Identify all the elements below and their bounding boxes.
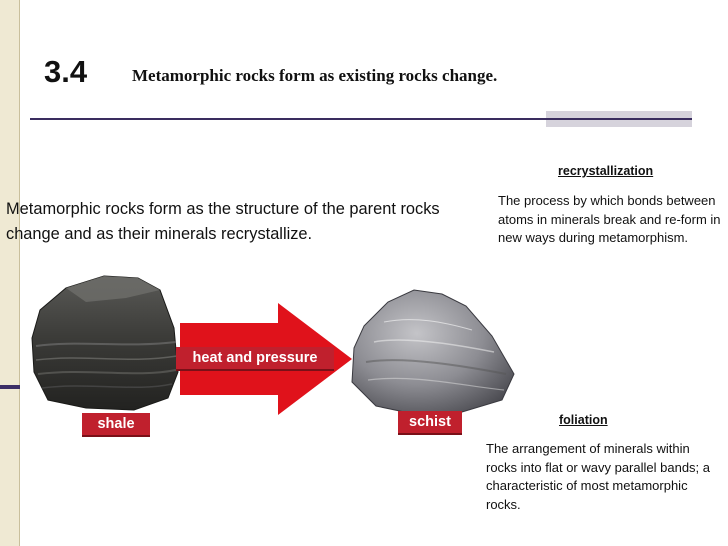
left-sidebar-band (0, 0, 20, 546)
term-foliation: foliation (559, 413, 608, 427)
left-sidebar-border (19, 0, 20, 546)
definition-foliation: The arrangement of minerals within rocks into flat or wavy parallel bands; a characteristic of most metamorphic rocks. (486, 441, 710, 512)
shale-rock-image (26, 268, 186, 418)
title-underline (30, 118, 546, 120)
schist-label: schist (398, 411, 462, 435)
left-sidebar-accent (0, 385, 20, 389)
term-recrystallization: recrystallization (558, 164, 654, 178)
slide-number: 3.4 (44, 54, 88, 89)
main-statement: Metamorphic rocks form as the structure of the parent rocks change and as their minerals recrystallize. (6, 200, 440, 243)
title-underline-accent-line (546, 118, 692, 120)
definition-recrystallization: The process by which bonds between atoms in minerals break and re-form in new ways during metamorphism. (498, 193, 721, 245)
shale-label: shale (82, 413, 150, 437)
slide-title: Metamorphic rocks form as existing rocks change. (132, 66, 498, 85)
schist-rock-image (344, 282, 524, 422)
heat-and-pressure-label: heat and pressure (176, 347, 334, 371)
